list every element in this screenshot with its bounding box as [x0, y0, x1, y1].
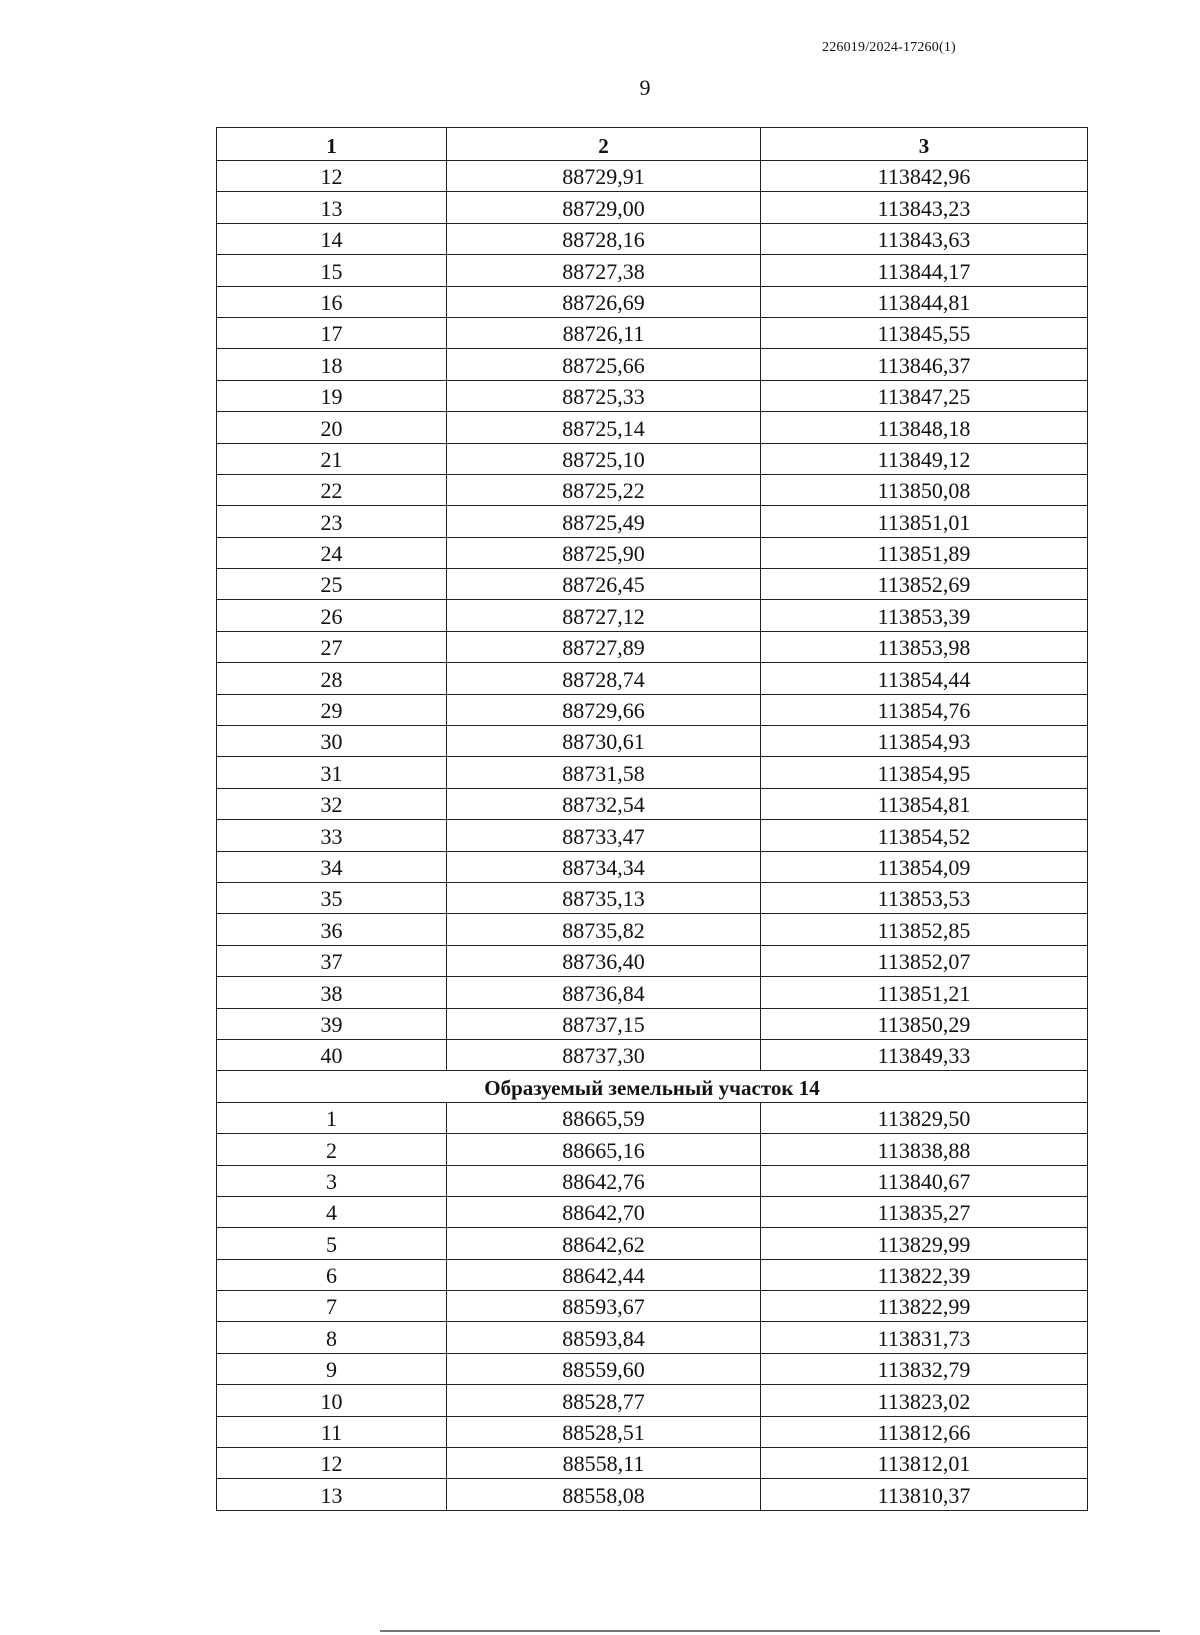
x-coordinate-cell: 88736,40 [447, 945, 761, 976]
point-number-cell: 19 [217, 380, 447, 411]
x-coordinate-cell: 88642,62 [447, 1228, 761, 1259]
x-coordinate-cell: 88593,67 [447, 1291, 761, 1322]
table-row [217, 977, 1088, 1008]
x-coordinate-cell: 88725,33 [447, 380, 761, 411]
x-coordinate-cell: 88728,74 [447, 663, 761, 694]
x-coordinate-cell: 88559,60 [447, 1353, 761, 1384]
y-coordinate-cell: 113812,66 [761, 1416, 1088, 1447]
table-header-row [217, 128, 1088, 161]
x-coordinate-cell: 88725,22 [447, 474, 761, 505]
y-coordinate-cell: 113822,99 [761, 1291, 1088, 1322]
y-coordinate-cell: 113832,79 [761, 1353, 1088, 1384]
x-coordinate-cell: 88665,59 [447, 1102, 761, 1133]
point-number-cell: 32 [217, 788, 447, 819]
x-coordinate-cell: 88735,13 [447, 882, 761, 913]
x-coordinate-cell: 88729,91 [447, 161, 761, 192]
x-coordinate-cell: 88734,34 [447, 851, 761, 882]
point-number-cell: 8 [217, 1322, 447, 1353]
y-coordinate-cell: 113831,73 [761, 1322, 1088, 1353]
y-coordinate-cell: 113822,39 [761, 1259, 1088, 1290]
table-row [217, 506, 1088, 537]
table-body-part2 [217, 1102, 1088, 1510]
table-row [217, 631, 1088, 662]
y-coordinate-cell: 113823,02 [761, 1385, 1088, 1416]
x-coordinate-cell: 88727,12 [447, 600, 761, 631]
point-number-cell: 37 [217, 945, 447, 976]
table-row [217, 1165, 1088, 1196]
x-coordinate-cell: 88736,84 [447, 977, 761, 1008]
document-number: 226019/2024-17260(1) [822, 40, 956, 55]
table-row [217, 1196, 1088, 1227]
table-row [217, 255, 1088, 286]
table-row [217, 1039, 1088, 1070]
x-coordinate-cell: 88729,66 [447, 694, 761, 725]
x-coordinate-cell: 88528,77 [447, 1385, 761, 1416]
point-number-cell: 36 [217, 914, 447, 945]
y-coordinate-cell: 113842,96 [761, 161, 1088, 192]
point-number-cell: 38 [217, 977, 447, 1008]
table-row [217, 788, 1088, 819]
y-coordinate-cell: 113854,81 [761, 788, 1088, 819]
y-coordinate-cell: 113854,52 [761, 820, 1088, 851]
point-number-cell: 24 [217, 537, 447, 568]
y-coordinate-cell: 113853,98 [761, 631, 1088, 662]
point-number-cell: 21 [217, 443, 447, 474]
point-number-cell: 25 [217, 569, 447, 600]
table-row [217, 192, 1088, 223]
table-row [217, 1353, 1088, 1384]
y-coordinate-cell: 113843,63 [761, 223, 1088, 254]
table-row [217, 474, 1088, 505]
column-header: 1 [217, 128, 447, 161]
point-number-cell: 11 [217, 1416, 447, 1447]
point-number-cell: 9 [217, 1353, 447, 1384]
x-coordinate-cell: 88642,76 [447, 1165, 761, 1196]
x-coordinate-cell: 88725,49 [447, 506, 761, 537]
point-number-cell: 30 [217, 726, 447, 757]
point-number-cell: 3 [217, 1165, 447, 1196]
table-row [217, 349, 1088, 380]
table-row [217, 945, 1088, 976]
point-number-cell: 33 [217, 820, 447, 851]
x-coordinate-cell: 88725,90 [447, 537, 761, 568]
table-row [217, 1259, 1088, 1290]
table-row [217, 537, 1088, 568]
point-number-cell: 40 [217, 1039, 447, 1070]
table-row [217, 1291, 1088, 1322]
table-row [217, 820, 1088, 851]
table-row [217, 412, 1088, 443]
y-coordinate-cell: 113844,81 [761, 286, 1088, 317]
table-row [217, 882, 1088, 913]
x-coordinate-cell: 88558,11 [447, 1448, 761, 1479]
point-number-cell: 22 [217, 474, 447, 505]
y-coordinate-cell: 113852,07 [761, 945, 1088, 976]
table-row [217, 380, 1088, 411]
y-coordinate-cell: 113852,85 [761, 914, 1088, 945]
table-row [217, 694, 1088, 725]
table-row [217, 161, 1088, 192]
y-coordinate-cell: 113829,50 [761, 1102, 1088, 1133]
point-number-cell: 27 [217, 631, 447, 662]
table-body-part1 [217, 161, 1088, 1071]
table-row [217, 1102, 1088, 1133]
table-row [217, 443, 1088, 474]
y-coordinate-cell: 113851,89 [761, 537, 1088, 568]
table-row [217, 663, 1088, 694]
x-coordinate-cell: 88642,44 [447, 1259, 761, 1290]
y-coordinate-cell: 113849,33 [761, 1039, 1088, 1070]
point-number-cell: 18 [217, 349, 447, 380]
y-coordinate-cell: 113854,44 [761, 663, 1088, 694]
y-coordinate-cell: 113854,93 [761, 726, 1088, 757]
table-row [217, 851, 1088, 882]
x-coordinate-cell: 88665,16 [447, 1134, 761, 1165]
y-coordinate-cell: 113851,01 [761, 506, 1088, 537]
x-coordinate-cell: 88731,58 [447, 757, 761, 788]
x-coordinate-cell: 88725,14 [447, 412, 761, 443]
table-row [217, 1228, 1088, 1259]
y-coordinate-cell: 113854,95 [761, 757, 1088, 788]
point-number-cell: 26 [217, 600, 447, 631]
point-number-cell: 16 [217, 286, 447, 317]
y-coordinate-cell: 113835,27 [761, 1196, 1088, 1227]
y-coordinate-cell: 113853,39 [761, 600, 1088, 631]
page-number: 9 [639, 75, 651, 100]
x-coordinate-cell: 88737,15 [447, 1008, 761, 1039]
x-coordinate-cell: 88729,00 [447, 192, 761, 223]
table-row [217, 1008, 1088, 1039]
point-number-cell: 7 [217, 1291, 447, 1322]
x-coordinate-cell: 88725,66 [447, 349, 761, 380]
y-coordinate-cell: 113846,37 [761, 349, 1088, 380]
y-coordinate-cell: 113851,21 [761, 977, 1088, 1008]
point-number-cell: 15 [217, 255, 447, 286]
point-number-cell: 6 [217, 1259, 447, 1290]
y-coordinate-cell: 113854,76 [761, 694, 1088, 725]
point-number-cell: 1 [217, 1102, 447, 1133]
section-row [217, 1071, 1088, 1102]
y-coordinate-cell: 113849,12 [761, 443, 1088, 474]
table-row [217, 286, 1088, 317]
point-number-cell: 39 [217, 1008, 447, 1039]
table-row [217, 1134, 1088, 1165]
y-coordinate-cell: 113853,53 [761, 882, 1088, 913]
point-number-cell: 2 [217, 1134, 447, 1165]
x-coordinate-cell: 88727,89 [447, 631, 761, 662]
x-coordinate-cell: 88725,10 [447, 443, 761, 474]
y-coordinate-cell: 113854,09 [761, 851, 1088, 882]
table-row [217, 600, 1088, 631]
table-row [217, 223, 1088, 254]
x-coordinate-cell: 88732,54 [447, 788, 761, 819]
y-coordinate-cell: 113840,67 [761, 1165, 1088, 1196]
y-coordinate-cell: 113843,23 [761, 192, 1088, 223]
scan-edge-line [380, 1630, 1160, 1632]
y-coordinate-cell: 113845,55 [761, 317, 1088, 348]
x-coordinate-cell: 88726,11 [447, 317, 761, 348]
x-coordinate-cell: 88735,82 [447, 914, 761, 945]
table-row [217, 914, 1088, 945]
x-coordinate-cell: 88730,61 [447, 726, 761, 757]
y-coordinate-cell: 113848,18 [761, 412, 1088, 443]
point-number-cell: 13 [217, 192, 447, 223]
point-number-cell: 13 [217, 1479, 447, 1510]
y-coordinate-cell: 113829,99 [761, 1228, 1088, 1259]
table-row [217, 757, 1088, 788]
point-number-cell: 4 [217, 1196, 447, 1227]
y-coordinate-cell: 113850,29 [761, 1008, 1088, 1039]
point-number-cell: 5 [217, 1228, 447, 1259]
point-number-cell: 35 [217, 882, 447, 913]
table-row [217, 1416, 1088, 1447]
point-number-cell: 20 [217, 412, 447, 443]
x-coordinate-cell: 88728,16 [447, 223, 761, 254]
table-row [217, 1448, 1088, 1479]
x-coordinate-cell: 88726,45 [447, 569, 761, 600]
column-header: 3 [761, 128, 1088, 161]
y-coordinate-cell: 113850,08 [761, 474, 1088, 505]
y-coordinate-cell: 113852,69 [761, 569, 1088, 600]
point-number-cell: 23 [217, 506, 447, 537]
point-number-cell: 12 [217, 161, 447, 192]
coordinates-table [216, 127, 1088, 1511]
y-coordinate-cell: 113838,88 [761, 1134, 1088, 1165]
x-coordinate-cell: 88727,38 [447, 255, 761, 286]
point-number-cell: 31 [217, 757, 447, 788]
table-row [217, 1385, 1088, 1416]
x-coordinate-cell: 88737,30 [447, 1039, 761, 1070]
table-row [217, 317, 1088, 348]
point-number-cell: 29 [217, 694, 447, 725]
point-number-cell: 12 [217, 1448, 447, 1479]
y-coordinate-cell: 113844,17 [761, 255, 1088, 286]
table-row [217, 569, 1088, 600]
point-number-cell: 10 [217, 1385, 447, 1416]
x-coordinate-cell: 88558,08 [447, 1479, 761, 1510]
y-coordinate-cell: 113810,37 [761, 1479, 1088, 1510]
x-coordinate-cell: 88726,69 [447, 286, 761, 317]
table-row [217, 726, 1088, 757]
y-coordinate-cell: 113812,01 [761, 1448, 1088, 1479]
point-number-cell: 28 [217, 663, 447, 694]
point-number-cell: 17 [217, 317, 447, 348]
section-title: Образуемый земельный участок 14 [217, 1071, 1088, 1102]
section-row-group [217, 1071, 1088, 1102]
x-coordinate-cell: 88642,70 [447, 1196, 761, 1227]
table-row [217, 1322, 1088, 1353]
y-coordinate-cell: 113847,25 [761, 380, 1088, 411]
column-header: 2 [447, 128, 761, 161]
point-number-cell: 14 [217, 223, 447, 254]
table-row [217, 1479, 1088, 1510]
x-coordinate-cell: 88733,47 [447, 820, 761, 851]
x-coordinate-cell: 88528,51 [447, 1416, 761, 1447]
x-coordinate-cell: 88593,84 [447, 1322, 761, 1353]
point-number-cell: 34 [217, 851, 447, 882]
